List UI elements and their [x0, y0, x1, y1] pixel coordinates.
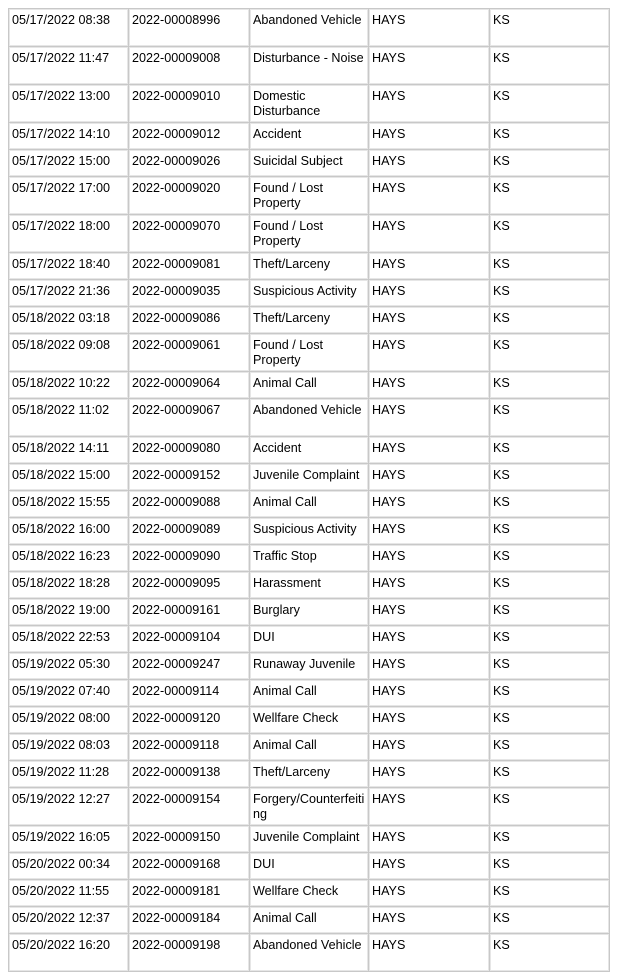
case-number-cell: 2022-00009080	[129, 437, 250, 464]
city-cell: HAYS	[369, 85, 490, 123]
incident-type-cell: Found / Lost Property	[250, 177, 369, 215]
city-cell: HAYS	[369, 307, 490, 334]
table-row	[9, 518, 610, 545]
case-number-cell: 2022-00009118	[129, 734, 250, 761]
city-cell: HAYS	[369, 826, 490, 853]
datetime-cell: 05/18/2022 11:02	[9, 399, 129, 437]
table-row	[9, 85, 610, 123]
state-cell: KS	[490, 788, 610, 826]
table-row	[9, 253, 610, 280]
datetime-cell: 05/20/2022 16:20	[9, 934, 129, 972]
case-number-cell: 2022-00009152	[129, 464, 250, 491]
incident-type-cell: DUI	[250, 626, 369, 653]
case-number-cell: 2022-00009081	[129, 253, 250, 280]
table-row	[9, 9, 610, 47]
state-cell: KS	[490, 518, 610, 545]
table-row	[9, 826, 610, 853]
incident-log-table	[8, 8, 610, 972]
state-cell: KS	[490, 491, 610, 518]
datetime-cell: 05/17/2022 08:38	[9, 9, 129, 47]
state-cell: KS	[490, 85, 610, 123]
state-cell: KS	[490, 372, 610, 399]
datetime-cell: 05/19/2022 08:03	[9, 734, 129, 761]
case-number-cell: 2022-00009181	[129, 880, 250, 907]
case-number-cell: 2022-00009138	[129, 761, 250, 788]
incident-type-cell: Animal Call	[250, 372, 369, 399]
datetime-cell: 05/17/2022 21:36	[9, 280, 129, 307]
table-row	[9, 572, 610, 599]
incident-type-cell: Domestic Disturbance	[250, 85, 369, 123]
state-cell: KS	[490, 572, 610, 599]
datetime-cell: 05/18/2022 15:00	[9, 464, 129, 491]
city-cell: HAYS	[369, 334, 490, 372]
state-cell: KS	[490, 545, 610, 572]
city-cell: HAYS	[369, 880, 490, 907]
case-number-cell: 2022-00009089	[129, 518, 250, 545]
datetime-cell: 05/19/2022 11:28	[9, 761, 129, 788]
incident-type-cell: Found / Lost Property	[250, 334, 369, 372]
state-cell: KS	[490, 215, 610, 253]
datetime-cell: 05/20/2022 11:55	[9, 880, 129, 907]
incident-type-cell: Burglary	[250, 599, 369, 626]
incident-type-cell: Animal Call	[250, 680, 369, 707]
table-row	[9, 788, 610, 826]
case-number-cell: 2022-00009070	[129, 215, 250, 253]
city-cell: HAYS	[369, 907, 490, 934]
table-row	[9, 177, 610, 215]
datetime-cell: 05/18/2022 16:23	[9, 545, 129, 572]
state-cell: KS	[490, 680, 610, 707]
case-number-cell: 2022-00009168	[129, 853, 250, 880]
table-row	[9, 599, 610, 626]
datetime-cell: 05/18/2022 10:22	[9, 372, 129, 399]
incident-type-cell: Abandoned Vehicle	[250, 934, 369, 972]
datetime-cell: 05/17/2022 13:00	[9, 85, 129, 123]
datetime-cell: 05/17/2022 17:00	[9, 177, 129, 215]
city-cell: HAYS	[369, 9, 490, 47]
city-cell: HAYS	[369, 280, 490, 307]
city-cell: HAYS	[369, 707, 490, 734]
case-number-cell: 2022-00009008	[129, 47, 250, 85]
state-cell: KS	[490, 934, 610, 972]
city-cell: HAYS	[369, 853, 490, 880]
datetime-cell: 05/19/2022 08:00	[9, 707, 129, 734]
incident-type-cell: Harassment	[250, 572, 369, 599]
incident-type-cell: Animal Call	[250, 907, 369, 934]
state-cell: KS	[490, 907, 610, 934]
datetime-cell: 05/18/2022 18:28	[9, 572, 129, 599]
incident-type-cell: Suspicious Activity	[250, 518, 369, 545]
state-cell: KS	[490, 307, 610, 334]
datetime-cell: 05/17/2022 15:00	[9, 150, 129, 177]
case-number-cell: 2022-00008996	[129, 9, 250, 47]
incident-type-cell: Juvenile Complaint	[250, 464, 369, 491]
incident-type-cell: Theft/Larceny	[250, 253, 369, 280]
incident-type-cell: Runaway Juvenile	[250, 653, 369, 680]
table-row	[9, 437, 610, 464]
datetime-cell: 05/18/2022 15:55	[9, 491, 129, 518]
case-number-cell: 2022-00009095	[129, 572, 250, 599]
table-row	[9, 491, 610, 518]
city-cell: HAYS	[369, 788, 490, 826]
datetime-cell: 05/19/2022 16:05	[9, 826, 129, 853]
case-number-cell: 2022-00009184	[129, 907, 250, 934]
incident-type-cell: Disturbance - Noise	[250, 47, 369, 85]
case-number-cell: 2022-00009114	[129, 680, 250, 707]
state-cell: KS	[490, 123, 610, 150]
datetime-cell: 05/18/2022 22:53	[9, 626, 129, 653]
city-cell: HAYS	[369, 123, 490, 150]
table-row	[9, 334, 610, 372]
city-cell: HAYS	[369, 372, 490, 399]
datetime-cell: 05/20/2022 12:37	[9, 907, 129, 934]
table-row	[9, 707, 610, 734]
city-cell: HAYS	[369, 399, 490, 437]
case-number-cell: 2022-00009247	[129, 653, 250, 680]
case-number-cell: 2022-00009064	[129, 372, 250, 399]
table-row	[9, 934, 610, 972]
case-number-cell: 2022-00009154	[129, 788, 250, 826]
table-row	[9, 372, 610, 399]
case-number-cell: 2022-00009061	[129, 334, 250, 372]
case-number-cell: 2022-00009020	[129, 177, 250, 215]
table-row	[9, 626, 610, 653]
table-row	[9, 399, 610, 437]
datetime-cell: 05/19/2022 12:27	[9, 788, 129, 826]
table-row	[9, 907, 610, 934]
incident-type-cell: Animal Call	[250, 734, 369, 761]
table-row	[9, 215, 610, 253]
case-number-cell: 2022-00009120	[129, 707, 250, 734]
state-cell: KS	[490, 9, 610, 47]
incident-type-cell: Suicidal Subject	[250, 150, 369, 177]
state-cell: KS	[490, 150, 610, 177]
state-cell: KS	[490, 399, 610, 437]
city-cell: HAYS	[369, 734, 490, 761]
city-cell: HAYS	[369, 599, 490, 626]
datetime-cell: 05/20/2022 00:34	[9, 853, 129, 880]
state-cell: KS	[490, 761, 610, 788]
table-row	[9, 853, 610, 880]
table-row	[9, 464, 610, 491]
city-cell: HAYS	[369, 150, 490, 177]
state-cell: KS	[490, 599, 610, 626]
incident-type-cell: Theft/Larceny	[250, 307, 369, 334]
incident-type-cell: Wellfare Check	[250, 707, 369, 734]
case-number-cell: 2022-00009010	[129, 85, 250, 123]
state-cell: KS	[490, 464, 610, 491]
incident-type-cell: Forgery/Counterfeiting	[250, 788, 369, 826]
datetime-cell: 05/18/2022 14:11	[9, 437, 129, 464]
table-row	[9, 150, 610, 177]
datetime-cell: 05/17/2022 11:47	[9, 47, 129, 85]
city-cell: HAYS	[369, 626, 490, 653]
case-number-cell: 2022-00009161	[129, 599, 250, 626]
table-row	[9, 47, 610, 85]
case-number-cell: 2022-00009012	[129, 123, 250, 150]
incident-type-cell: Suspicious Activity	[250, 280, 369, 307]
state-cell: KS	[490, 437, 610, 464]
city-cell: HAYS	[369, 680, 490, 707]
case-number-cell: 2022-00009090	[129, 545, 250, 572]
datetime-cell: 05/18/2022 16:00	[9, 518, 129, 545]
state-cell: KS	[490, 734, 610, 761]
state-cell: KS	[490, 177, 610, 215]
datetime-cell: 05/17/2022 18:40	[9, 253, 129, 280]
city-cell: HAYS	[369, 545, 490, 572]
datetime-cell: 05/18/2022 19:00	[9, 599, 129, 626]
city-cell: HAYS	[369, 934, 490, 972]
datetime-cell: 05/18/2022 03:18	[9, 307, 129, 334]
state-cell: KS	[490, 47, 610, 85]
city-cell: HAYS	[369, 437, 490, 464]
city-cell: HAYS	[369, 491, 490, 518]
case-number-cell: 2022-00009088	[129, 491, 250, 518]
city-cell: HAYS	[369, 761, 490, 788]
state-cell: KS	[490, 280, 610, 307]
table-row	[9, 280, 610, 307]
state-cell: KS	[490, 653, 610, 680]
incident-type-cell: Accident	[250, 123, 369, 150]
city-cell: HAYS	[369, 653, 490, 680]
city-cell: HAYS	[369, 464, 490, 491]
datetime-cell: 05/17/2022 14:10	[9, 123, 129, 150]
table-row	[9, 653, 610, 680]
incident-type-cell: DUI	[250, 853, 369, 880]
incident-type-cell: Traffic Stop	[250, 545, 369, 572]
case-number-cell: 2022-00009086	[129, 307, 250, 334]
city-cell: HAYS	[369, 215, 490, 253]
datetime-cell: 05/19/2022 05:30	[9, 653, 129, 680]
incident-type-cell: Wellfare Check	[250, 880, 369, 907]
table-row	[9, 880, 610, 907]
state-cell: KS	[490, 880, 610, 907]
table-row	[9, 307, 610, 334]
state-cell: KS	[490, 626, 610, 653]
case-number-cell: 2022-00009067	[129, 399, 250, 437]
incident-type-cell: Accident	[250, 437, 369, 464]
case-number-cell: 2022-00009150	[129, 826, 250, 853]
table-row	[9, 680, 610, 707]
city-cell: HAYS	[369, 253, 490, 280]
table-row	[9, 123, 610, 150]
datetime-cell: 05/18/2022 09:08	[9, 334, 129, 372]
city-cell: HAYS	[369, 572, 490, 599]
incident-type-cell: Found / Lost Property	[250, 215, 369, 253]
incident-type-cell: Animal Call	[250, 491, 369, 518]
state-cell: KS	[490, 253, 610, 280]
incident-type-cell: Juvenile Complaint	[250, 826, 369, 853]
city-cell: HAYS	[369, 518, 490, 545]
incident-log-body	[9, 9, 610, 972]
table-row	[9, 734, 610, 761]
incident-type-cell: Theft/Larceny	[250, 761, 369, 788]
state-cell: KS	[490, 826, 610, 853]
state-cell: KS	[490, 853, 610, 880]
incident-type-cell: Abandoned Vehicle	[250, 9, 369, 47]
incident-type-cell: Abandoned Vehicle	[250, 399, 369, 437]
case-number-cell: 2022-00009104	[129, 626, 250, 653]
table-row	[9, 761, 610, 788]
state-cell: KS	[490, 334, 610, 372]
case-number-cell: 2022-00009026	[129, 150, 250, 177]
table-row	[9, 545, 610, 572]
datetime-cell: 05/17/2022 18:00	[9, 215, 129, 253]
city-cell: HAYS	[369, 177, 490, 215]
datetime-cell: 05/19/2022 07:40	[9, 680, 129, 707]
city-cell: HAYS	[369, 47, 490, 85]
case-number-cell: 2022-00009198	[129, 934, 250, 972]
state-cell: KS	[490, 707, 610, 734]
case-number-cell: 2022-00009035	[129, 280, 250, 307]
